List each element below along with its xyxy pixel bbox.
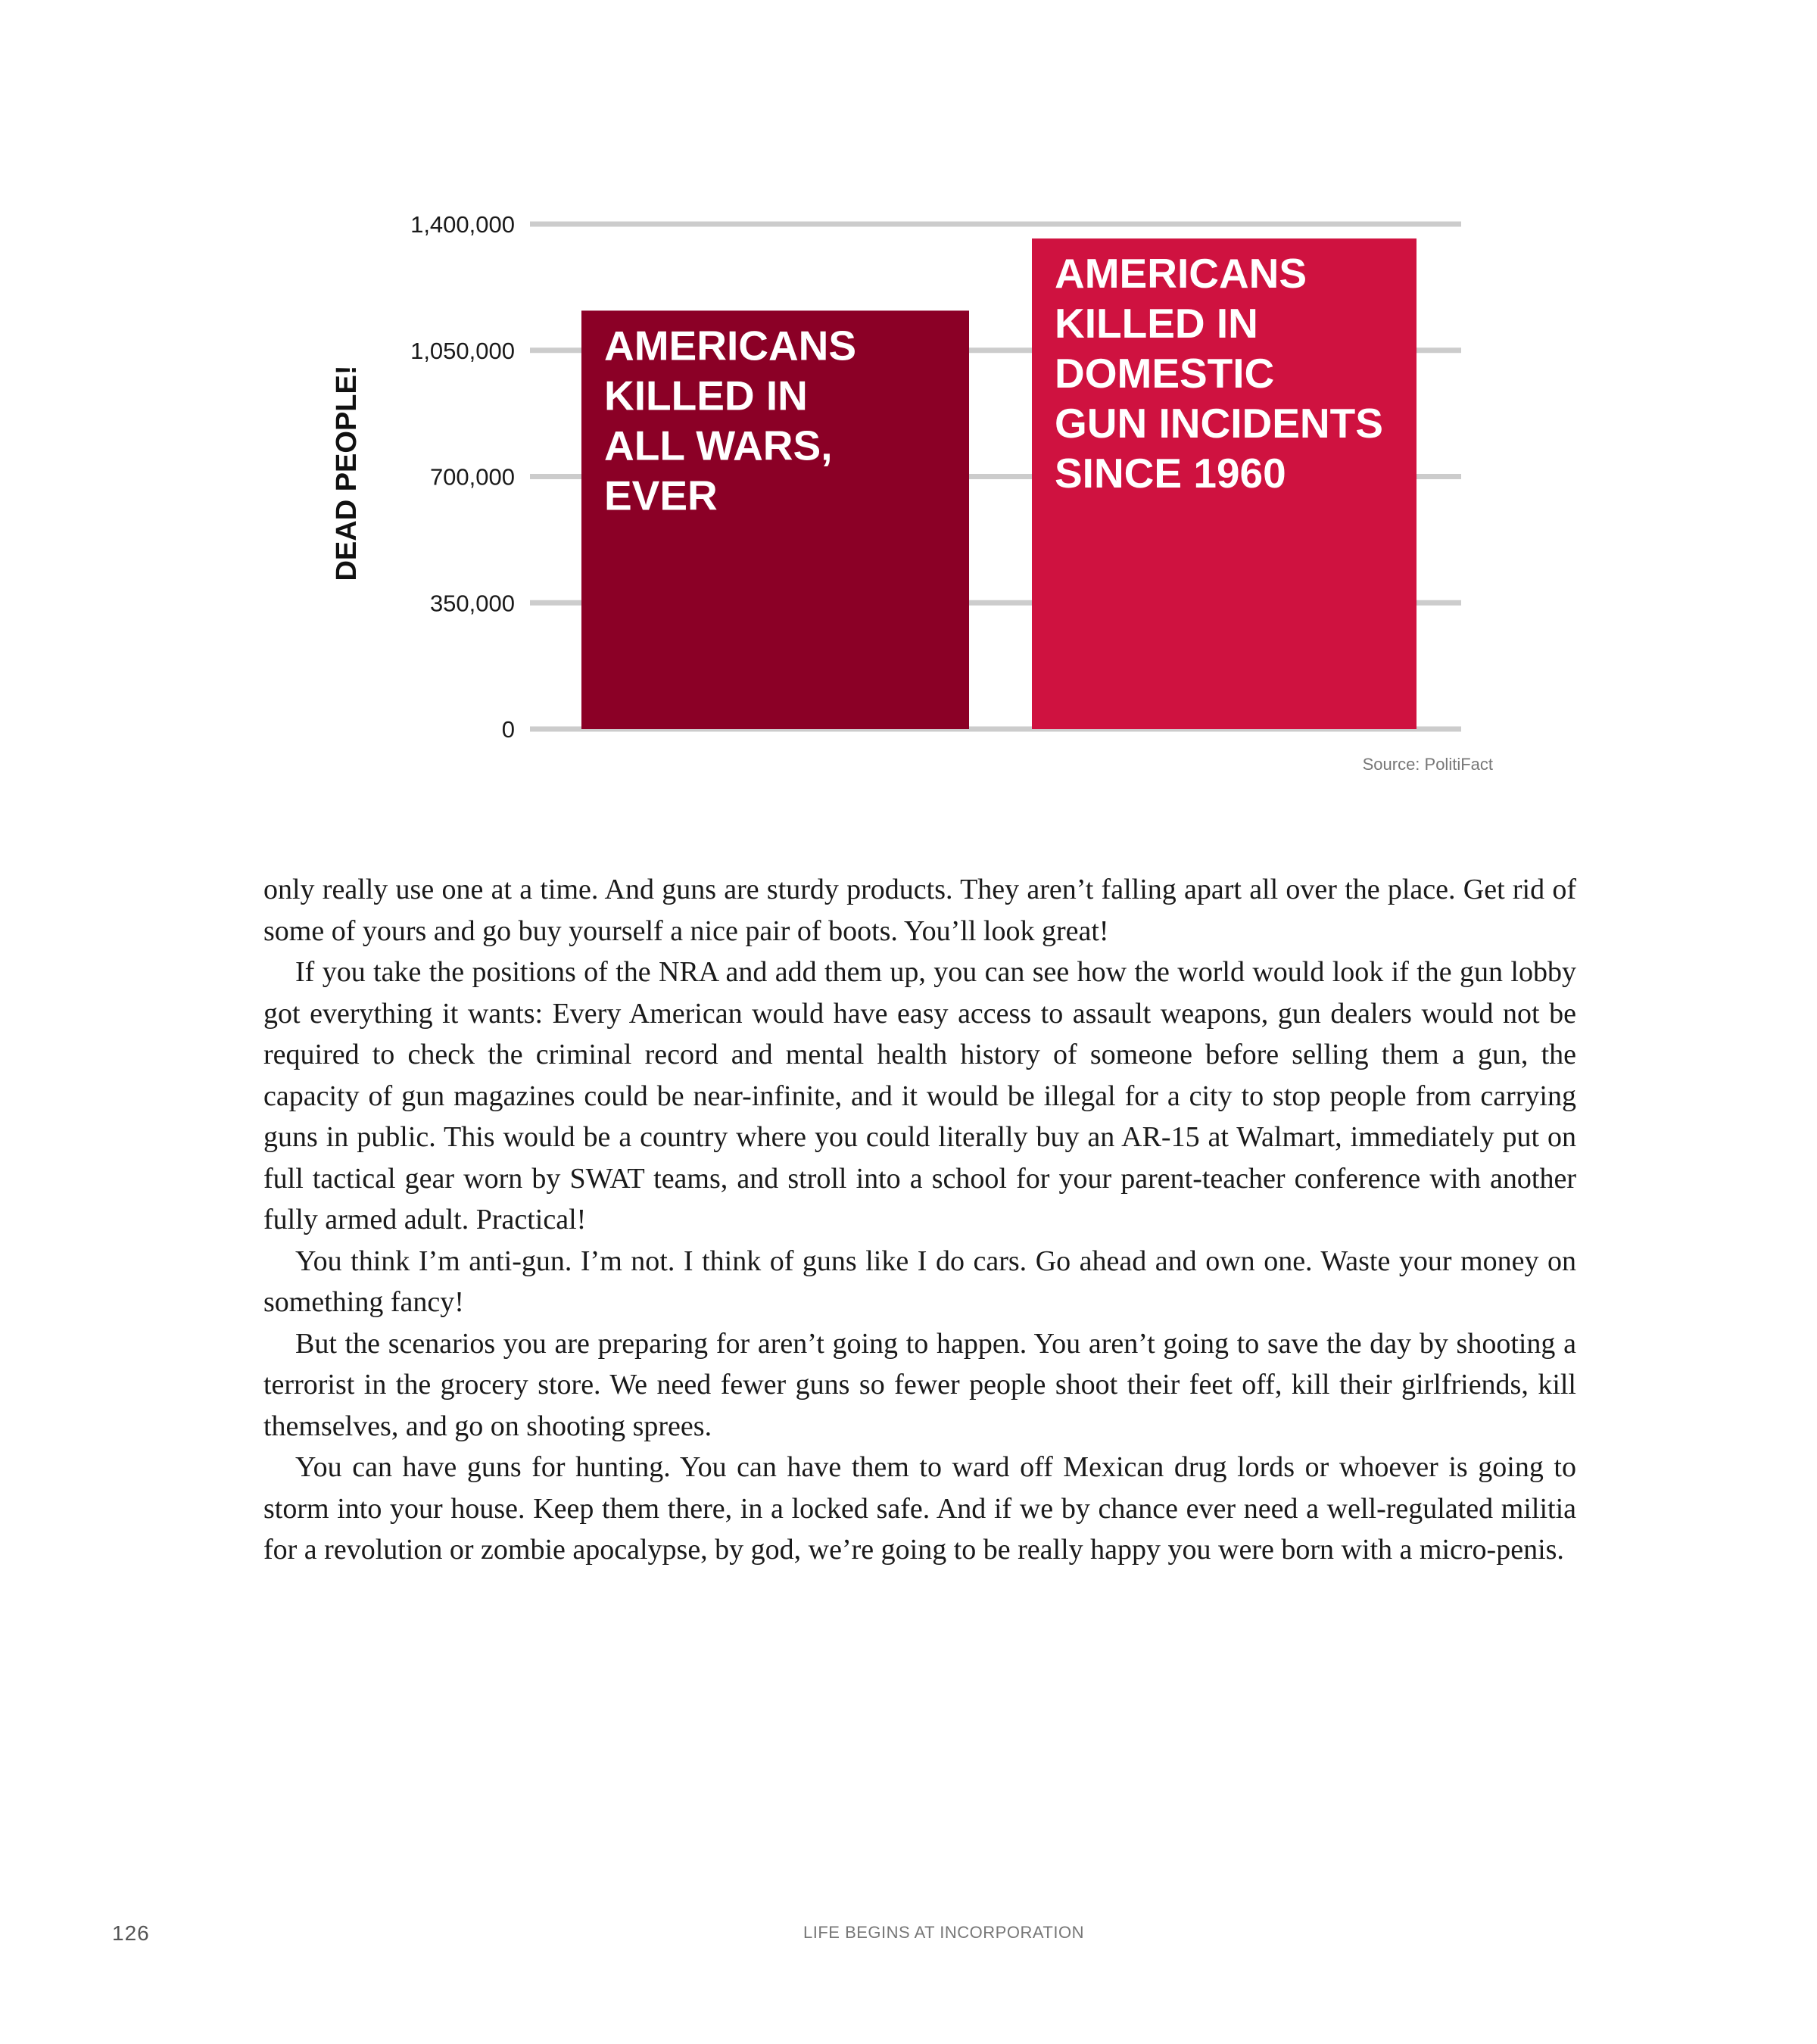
y-tick-label: 0 — [501, 716, 515, 743]
bar-label: AMERICANS KILLED IN DOMESTIC GUN INCIDENTS SINCE 1960 — [1055, 250, 1383, 497]
paragraph: only really use one at a time. And guns are sturdy products. They aren’t falling apart all over the place. Get rid of some of yours and go buy yourself a nice pair of boots. You’ll look great! — [263, 874, 1576, 947]
page-number: 126 — [112, 1921, 150, 1945]
paragraph: If you take the positions of the NRA and add them up, you can see how the world would look if the gun lobby got everything it wants: Every American would have easy access to assault weapons, gun dealers would not be required to check the criminal record and mental health history of someone before selling them a gun, the capacity of gun magazines could be near-infinite, and it would be illegal for a city to stop people from carrying guns in public. This would be a country where you could literally buy an AR-15 at Walmart, immediately put on full tactical gear worn by SWAT teams, and stroll into a school for your parent-teacher conference with another fully armed adult. Practical! — [263, 956, 1576, 1235]
y-tick-label: 1,050,000 — [410, 337, 515, 364]
y-axis-label: DEAD PEOPLE! — [331, 365, 363, 581]
body-text — [263, 869, 1576, 1571]
y-tick-label: 700,000 — [429, 463, 515, 491]
bar-chart — [0, 0, 1817, 833]
running-footer-title: LIFE BEGINS AT INCORPORATION — [803, 1923, 1084, 1942]
chart-source: Source: PolitiFact — [1362, 755, 1493, 774]
y-axis-ticks — [410, 211, 515, 743]
y-tick-label: 350,000 — [429, 590, 515, 617]
paragraph: You can have guns for hunting. You can have them to ward off Mexican drug lords or whoever is going to storm into your house. Keep them there, in a locked safe. And if we by chance ever need a well-regulated militia for a revolution or zombie apocalypse, by god, we’re going to be really happy you were born with a micro-penis. — [263, 1451, 1576, 1566]
y-tick-label: 1,400,000 — [410, 211, 515, 238]
bar-label: AMERICANS KILLED IN ALL WARS, EVER — [604, 322, 857, 519]
paragraph: But the scenarios you are preparing for aren’t going to happen. You aren’t going to save the day by shooting a terrorist in the grocery store. We need fewer guns so fewer people shoot their feet off, kill their girlfriends, kill themselves, and go on shooting sprees. — [263, 1327, 1576, 1442]
paragraph: You think I’m anti-gun. I’m not. I think of guns like I do cars. Go ahead and own one. Waste your money on something fancy! — [263, 1245, 1576, 1318]
